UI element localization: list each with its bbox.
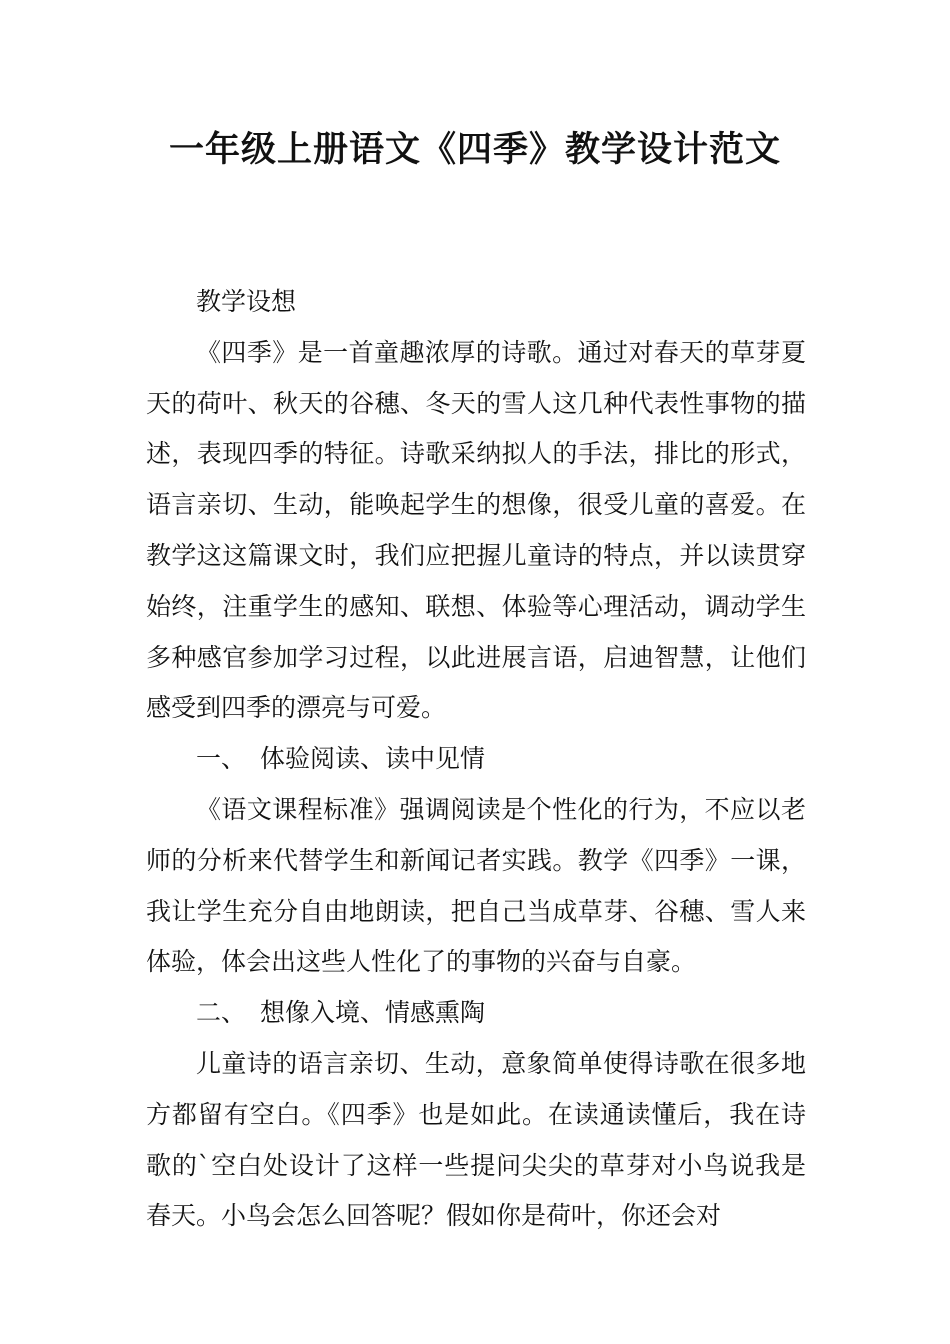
intro-paragraph: 《四季》是一首童趣浓厚的诗歌。通过对春天的草芽夏天的荷叶、秋天的谷穗、冬天的雪人这几种代表性事物的描述，表现四季的特征。诗歌采纳拟人的手法，排比的形式，语言亲切、生动，能唤起学生的想像，很受儿童的喜爱。在教学这这篇课文时，我们应把握儿童诗的特点，并以读贯穿始终，注重学生的感知、联想、体验等心理活动，调动学生多种感官参加学习过程，以此进展言语，启迪智慧，让他们感受到四季的漂亮与可爱。 (146, 337, 806, 723)
section-2-title: 想像入境、情感熏陶 (260, 998, 486, 1028)
section-2-number: 二、 (196, 998, 247, 1028)
section-heading: 教学设想 (196, 287, 297, 316)
section-1-paragraph: 《语文课程标准》强调阅读是个性化的行为，不应以老师的分析来代替学生和新闻记者实践。教学《四季》一课，我让学生充分自由地朗读，把自己当成草芽、谷穗、雪人来体验，体会出这些人性化了的事物的兴奋与自豪。 (146, 794, 806, 977)
document-body (146, 277, 806, 1242)
section-2-heading (146, 988, 806, 1039)
document-title: 一年级上册语文《四季》教学设计范文 (168, 130, 781, 170)
section-1-heading (146, 734, 806, 785)
section-1-title: 体验阅读、读中见情 (260, 744, 486, 774)
section-1-number: 一、 (196, 744, 247, 774)
section-2-paragraph: 儿童诗的语言亲切、生动，意象简单使得诗歌在很多地方都留有空白。《四季》也是如此。在读通读懂后，我在诗歌的`空白处设计了这样一些提问尖尖的草芽对小鸟说我是春天。小鸟会怎么回答呢？假如你是荷叶，你还会对 (146, 1048, 806, 1231)
